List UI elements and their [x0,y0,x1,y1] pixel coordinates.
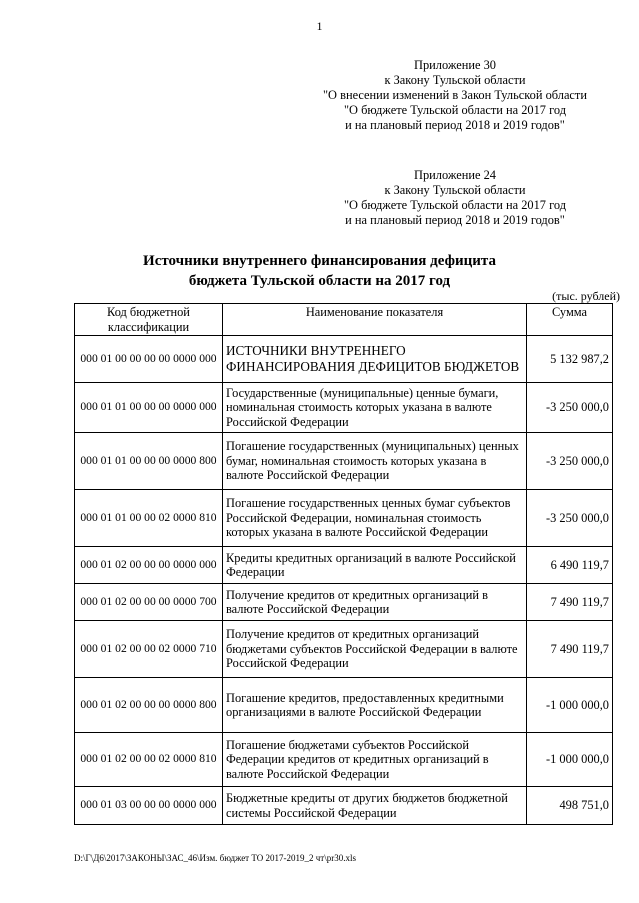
annex-24-line: к Закону Тульской области [384,183,526,197]
table-row [75,383,613,433]
row-sum: -3 250 000,0 [527,383,613,433]
annex-30-line: Приложение 30 [414,58,496,72]
row-sum: 498 751,0 [527,787,613,825]
document-title [0,251,639,291]
row-code: 000 01 02 00 00 02 0000 710 [75,621,223,678]
row-name: Погашение государственных ценных бумаг субъектов Российской Федерации, номинальная стоимость которых указана в валюте Российской Федерации [223,490,527,547]
row-name: Погашение государственных (муниципальных) ценных бумаг, номинальная стоимость которых указана в валюте Российской Федерации [223,433,527,490]
row-code: 000 01 02 00 00 00 0000 800 [75,678,223,733]
row-sum: -3 250 000,0 [527,490,613,547]
header-name: Наименование показателя [223,304,527,336]
annex-30-line: к Закону Тульской области [384,73,526,87]
page-number: 1 [316,19,323,33]
annex-24-line: и на плановый период 2018 и 2019 годов" [345,213,565,227]
table-row [75,787,613,825]
table-row [75,336,613,383]
header-sum: Сумма [527,304,613,336]
row-name: Бюджетные кредиты от других бюджетов бюджетной системы Российской Федерации [223,787,527,825]
row-sum: -1 000 000,0 [527,678,613,733]
row-code: 000 01 01 00 00 00 0000 800 [75,433,223,490]
row-sum: 7 490 119,7 [527,584,613,621]
annex-24-line: "О бюджете Тульской области на 2017 год [343,198,567,212]
annex-30-header [290,58,620,133]
budget-sources-table [74,303,613,825]
header-code: Код бюджетной классификации [75,304,223,336]
row-code: 000 01 00 00 00 00 0000 000 [75,336,223,383]
row-name: Государственные (муниципальные) ценные бумаги, номинальная стоимость которых указана в валюте Российской Федерации [223,383,527,433]
row-code: 000 01 03 00 00 00 0000 000 [75,787,223,825]
annex-30-line: "О бюджете Тульской области на 2017 год [343,103,567,117]
row-sum: 7 490 119,7 [527,621,613,678]
row-name: Получение кредитов от кредитных организаций бюджетами субъектов Российской Федерации в валюте Российской Федерации [223,621,527,678]
annex-30-line: "О внесении изменений в Закон Тульской области [323,88,587,102]
row-code: 000 01 02 00 00 00 0000 000 [75,547,223,584]
row-sum: -1 000 000,0 [527,733,613,787]
table-header-row [75,304,613,336]
row-code: 000 01 02 00 00 02 0000 810 [75,733,223,787]
row-name: Погашение кредитов, предоставленных кредитными организациями в валюте Российской Федерации [223,678,527,733]
row-name: Получение кредитов от кредитных организаций в валюте Российской Федерации [223,584,527,621]
table-row [75,621,613,678]
table-row [75,584,613,621]
table-row [75,490,613,547]
row-sum: 5 132 987,2 [527,336,613,383]
row-name: ИСТОЧНИКИ ВНУТРЕННЕГО ФИНАНСИРОВАНИЯ ДЕФИЦИТОВ БЮДЖЕТОВ [223,336,527,383]
table-row [75,678,613,733]
annex-24-line: Приложение 24 [414,168,496,182]
row-code: 000 01 02 00 00 00 0000 700 [75,584,223,621]
row-sum: -3 250 000,0 [527,433,613,490]
row-name: Погашение бюджетами субъектов Российской Федерации кредитов от кредитных организаций в валюте Российской Федерации [223,733,527,787]
table-row [75,547,613,584]
file-path-footer: D:\Г\Д6\2017\ЗАКОНЫ\ЗАС_46\Изм. бюджет ТО 2017-2019_2 чт\pr30.xls [74,853,356,863]
row-code: 000 01 01 00 00 02 0000 810 [75,490,223,547]
document-title-line: бюджета Тульской области на 2017 год [188,273,451,289]
document-title-line: Источники внутреннего финансирования дефицита [143,253,496,269]
table-row [75,733,613,787]
annex-24-header [290,168,620,228]
table-row [75,433,613,490]
annex-30-line: и на плановый период 2018 и 2019 годов" [345,118,565,132]
row-code: 000 01 01 00 00 00 0000 000 [75,383,223,433]
row-name: Кредиты кредитных организаций в валюте Российской Федерации [223,547,527,584]
row-sum: 6 490 119,7 [527,547,613,584]
units-label: (тыс. рублей) [552,289,620,303]
